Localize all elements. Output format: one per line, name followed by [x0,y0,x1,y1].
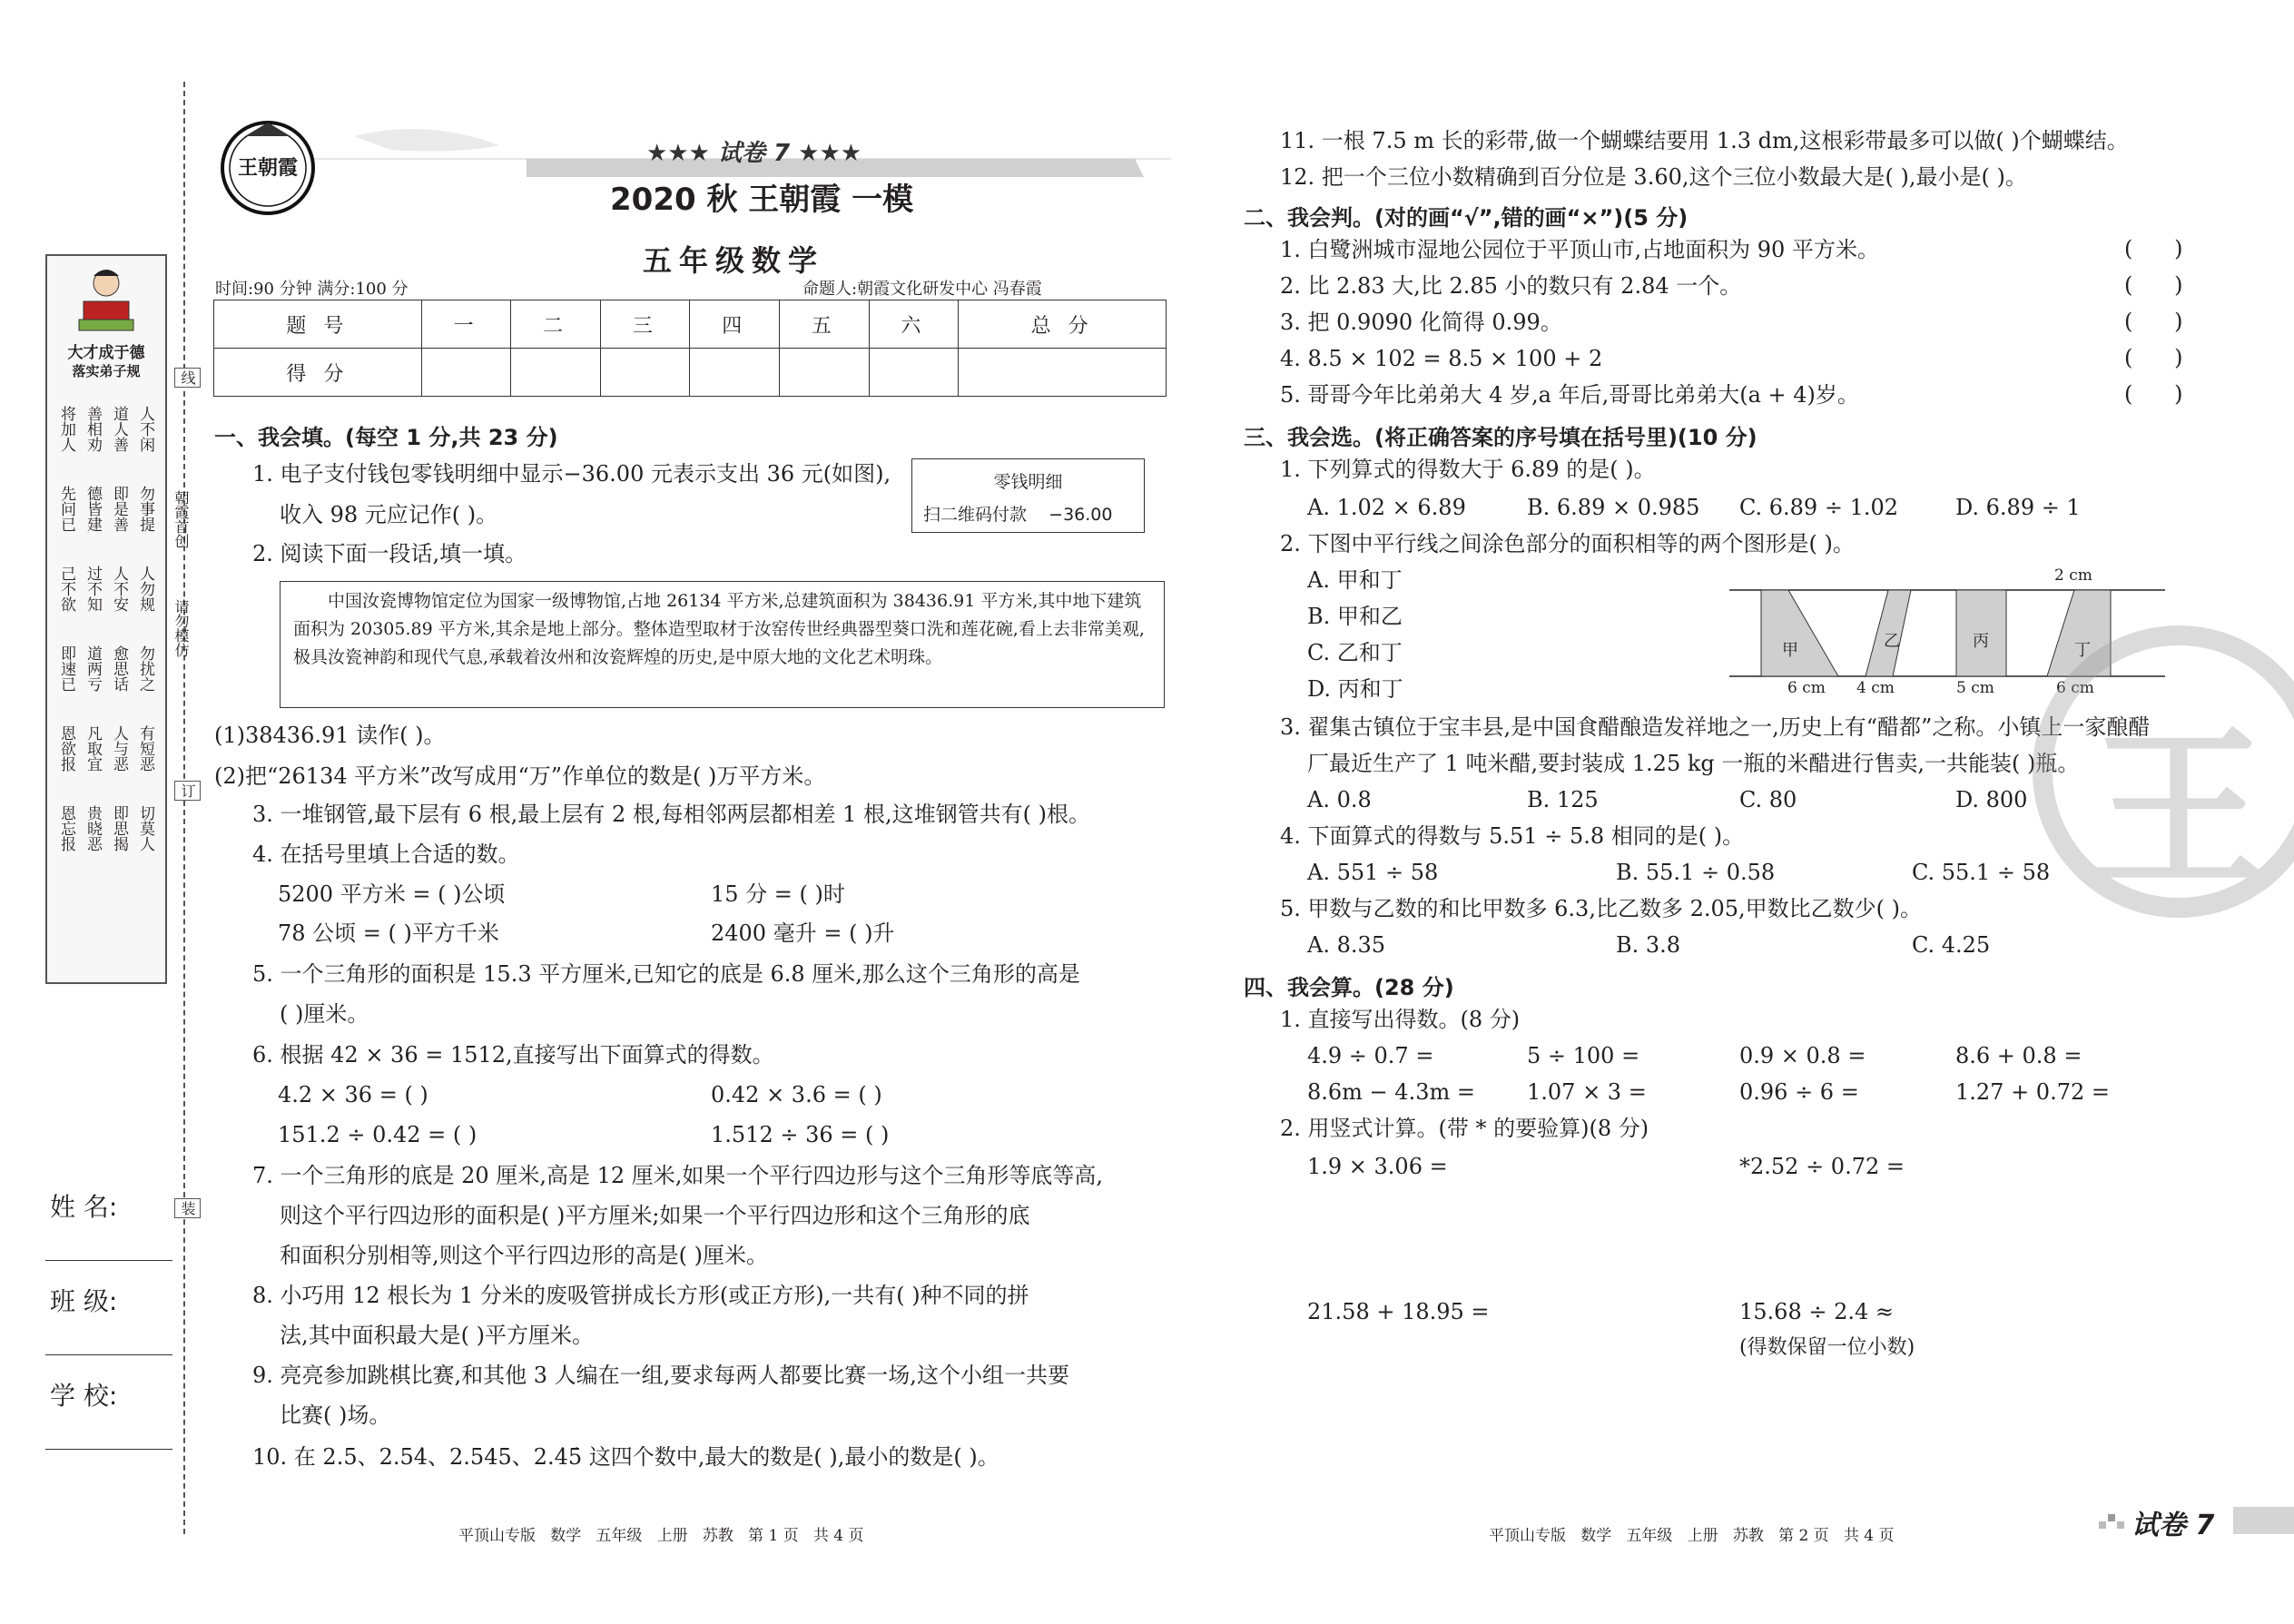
vertical-calc-c: 21.58 + 18.95 = [1307,1299,1490,1324]
class-field-label: 班 级: [50,1286,118,1316]
motto-column: 人勿规 [136,565,154,612]
motto-column: 勿事提 [136,485,154,532]
shape-label-yi: 乙 [1884,632,1900,651]
score-entry-cell[interactable] [780,349,870,397]
score-cell: 四 [690,300,780,349]
calc-r1-a: 4.9 ÷ 0.7 = [1307,1043,1434,1068]
q1-line-b: 收入 98 元应记作( )。 [280,502,498,527]
vertical-mark-brand: 朝霞首创 [172,490,190,548]
motto-column: 即速已 [57,645,75,692]
author-info: 命题人:朝霞文化研发中心 冯春霞 [802,280,1042,299]
motto-column: 善相劝 [84,405,102,452]
bottom-length-bing: 5 cm [1956,679,1994,697]
choice-q2: 2. 下图中平行线之间涂色部分的面积相等的两个图形是( )。 [1280,531,1855,556]
q2-2: (2)把“26134 平方米”改写成用“万”作单位的数是( )万平方米。 [214,763,826,789]
q6-prompt: 6. 根据 42 × 36 = 1512,直接写出下面算式的得数。 [252,1042,774,1068]
choice-q3-line-a: 3. 翟集古镇位于宝丰县,是中国食醋酿造发祥地之一,历史上有“醋都”之称。小镇上一家酿醋 [1280,714,2151,740]
judge-item-4: 4. 8.5 × 102 = 8.5 × 100 + 2 [1280,346,1603,371]
calc-r1-d: 8.6 + 0.8 = [1955,1043,2082,1068]
exam-title: 2020 秋 王朝霞 一模 [610,182,914,218]
motto-column: 切莫人 [136,804,154,851]
q1-line-a: 1. 电子支付钱包零钱明细中显示−36.00 元表示支出 36 元(如图), [252,461,891,487]
score-entry-cell[interactable] [690,349,780,397]
motto-column: 人不闲 [136,405,154,452]
score-cell: 题 号 [214,300,422,349]
motto-line-2: 落实弟子规 [72,363,141,379]
footer-left: 平顶山专版 数学 五年级 上册 苏教 第 1 页 共 4 页 [458,1527,864,1545]
subject-title: 五年级数学 [643,243,825,278]
q4-a: 5200 平方米 = ( )公顷 [278,881,506,907]
vertical-mark-ding: 订 [174,781,201,801]
shape-label-bing: 丙 [1973,632,1989,651]
judge-item-3: 3. 把 0.9090 化简得 0.99。 [1280,310,1562,335]
score-cell: 一 [421,300,511,349]
motto-column: 贵晓恶 [84,804,102,851]
calc-q2: 2. 用竖式计算。(带 * 的要验算)(8 分) [1280,1116,1649,1141]
choice-q2-opt-c[interactable]: C. 乙和丁 [1307,640,1403,665]
judge-answer-1[interactable]: ( ) [2124,236,2183,261]
calc-r2-b: 1.07 × 3 = [1527,1079,1647,1105]
q6-d: 1.512 ÷ 36 = ( ) [711,1122,890,1147]
score-table-header-row [214,300,1167,349]
choice-q3-opt-a[interactable]: A. 0.8 [1307,787,1372,812]
judge-answer-4[interactable]: ( ) [2124,345,2183,370]
score-cell: 五 [780,300,870,349]
motto-column: 恩欲报 [57,724,75,772]
school-field-line[interactable] [45,1449,172,1450]
q6-c: 151.2 ÷ 0.42 = ( ) [278,1122,478,1147]
motto-column: 将加人 [57,405,75,452]
choice-q3-opt-c[interactable]: C. 80 [1739,787,1797,812]
motto-column: 人不安 [110,565,128,612]
shape-jia [1761,590,1838,676]
q8-line-a: 8. 小巧用 12 根长为 1 分米的废吸管拼成长方形(或正方形),一共有( )种不同的拼 [252,1283,1029,1308]
choice-q4-opt-a[interactable]: A. 551 ÷ 58 [1307,860,1439,885]
receipt-box [911,458,1145,533]
score-table-score-row [214,349,1167,397]
vertical-calc-d: 15.68 ÷ 2.4 ≈ [1739,1299,1894,1324]
calc-r2-c: 0.96 ÷ 6 = [1739,1079,1859,1105]
bottom-length-jia: 6 cm [1787,679,1826,697]
passage-text: 中国汝瓷博物馆定位为国家一级博物馆,占地 26134 平方米,总建筑面积为 38436.91 平方米,其中地下建筑面积为 20305.89 平方米,其余是地上部分。整体造型取材于汝窑传世经典器型葵口洗和莲花碗,看上去非常美观,极具汝瓷神韵和现代气息,承载着汝州和汝瓷辉煌的历史,是中原大地的文化艺术明珠。 [293,591,1145,667]
binding-cut-line [183,82,185,1534]
choice-q5-opt-a[interactable]: A. 8.35 [1307,932,1386,958]
page-badge: 试卷 7 [2132,1510,2215,1541]
choice-q4-opt-b[interactable]: B. 55.1 ÷ 0.58 [1616,860,1776,885]
q4-c: 78 公顷 = ( )平方千米 [278,920,499,946]
choice-q1: 1. 下列算式的得数大于 6.89 的是( )。 [1280,457,1656,482]
score-entry-cell[interactable] [511,349,601,397]
judge-item-1: 1. 白鹭洲城市湿地公园位于平顶山市,占地面积为 90 平方米。 [1280,237,1879,262]
motto-column: 凡取宜 [84,724,102,772]
q10: 10. 在 2.5、2.54̇、2.545、2.4̇5̇ 这四个数中,最大的数是( ),最小的数是( )。 [252,1444,999,1470]
vertical-calc-b: *2.52 ÷ 0.72 = [1739,1154,1905,1179]
vertical-mark-xian: 线 [174,368,201,388]
motto-column: 德皆建 [84,485,102,532]
choice-q5-opt-c[interactable]: C. 4.25 [1912,932,1991,958]
receipt-title: 零钱明细 [993,472,1063,492]
vertical-mark-warning: 请勿模仿 [172,599,190,657]
motto-column: 恩忘报 [57,804,75,851]
q5-line-a: 5. 一个三角形的面积是 15.3 平方厘米,已知它的底是 6.8 厘米,那么这个三角形的高是 [252,961,1080,987]
judge-item-5: 5. 哥哥今年比弟弟大 4 岁,a 年后,哥哥比弟弟大(a + 4)岁。 [1280,382,1859,408]
calc-r1-b: 5 ÷ 100 = [1527,1043,1640,1068]
watermark-char: 王 [2092,710,2265,910]
score-table [213,300,1167,397]
shape-label-jia: 甲 [1782,641,1798,660]
choice-q1-opt-a[interactable]: A. 1.02 × 6.89 [1307,495,1466,520]
judge-answer-3[interactable]: ( ) [2124,309,2183,334]
museum-passage [280,581,1165,708]
choice-q1-opt-d[interactable]: D. 6.89 ÷ 1 [1955,495,2081,520]
choice-q2-opt-a[interactable]: A. 甲和丁 [1307,567,1403,593]
judge-answer-5[interactable]: ( ) [2124,381,2183,407]
q4-b: 15 分 = ( )时 [711,881,845,907]
brand-logo [218,118,318,218]
badge-bar [2233,1507,2294,1534]
motto-line-1: 大才成于德 [67,344,145,362]
score-entry-cell[interactable] [421,349,511,397]
judge-item-2: 2. 比 2.83 大,比 2.85 小的数只有 2.84 一个。 [1280,273,1742,299]
motto-column: 即思揭 [110,804,128,851]
choice-q1-opt-b[interactable]: B. 6.89 × 0.985 [1527,495,1700,520]
vertical-calc-d-note: (得数保留一位小数) [1739,1336,1915,1359]
q6-a: 4.2 × 36 = ( ) [278,1082,428,1107]
motto-column: 过不知 [84,565,102,612]
choice-q2-opt-d[interactable]: D. 丙和丁 [1307,676,1403,702]
section-2-title: 二、我会判。(对的画“√”,错的画“×”)(5 分) [1244,205,1689,231]
receipt-line: 扫二维码付款 −36.00 [923,505,1113,525]
q4-d: 2400 毫升 = ( )升 [711,920,895,946]
name-field-label: 姓 名: [50,1192,118,1222]
score-entry-cell[interactable] [959,349,1167,397]
calc-r2-a: 8.6m − 4.3m = [1307,1079,1475,1105]
school-field-label: 学 校: [50,1381,118,1411]
score-entry-cell[interactable] [600,349,690,397]
score-cell: 三 [600,300,690,349]
badge-squares-icon [2099,1509,2126,1530]
section-4-title: 四、我会算。(28 分) [1244,975,1454,1000]
score-entry-cell[interactable] [869,349,959,397]
motto-column: 己不欲 [57,565,75,612]
scholar-illustration [74,265,138,338]
time-score-info: 时间:90 分钟 满分:100 分 [215,280,409,299]
choice-q4-opt-c[interactable]: C. 55.1 ÷ 58 [1912,860,2051,885]
q9-line-b: 比赛( )场。 [280,1403,391,1428]
q2-1: (1)38436.91 读作( )。 [214,723,446,748]
q2-prompt: 2. 阅读下面一段话,填一填。 [252,541,527,566]
q9-line-a: 9. 亮亮参加跳棋比赛,和其他 3 人编在一组,要求每两人都要比赛一场,这个小组一共要 [252,1363,1069,1388]
brand-logo-text: 王朝霞 [237,156,298,180]
footer-right: 平顶山专版 数学 五年级 上册 苏教 第 2 页 共 4 页 [1489,1527,1895,1545]
section-3-title: 三、我会选。(将正确答案的序号填在括号里)(10 分) [1244,425,1757,450]
q3: 3. 一堆钢管,最下层有 6 根,最上层有 2 根,每相邻两层都相差 1 根,这堆钢管共有( )根。 [252,802,1090,827]
choice-q1-opt-c[interactable]: C. 6.89 ÷ 1.02 [1739,495,1899,520]
choice-q5: 5. 甲数与乙数的和比甲数多 6.3,比乙数多 2.05,甲数比乙数少( )。 [1280,896,1923,921]
choice-q5-opt-b[interactable]: B. 3.8 [1616,932,1681,958]
motto-column: 道人善 [110,405,128,452]
motto-column: 道两亏 [84,645,102,692]
choice-q3-opt-d[interactable]: D. 800 [1955,787,2028,812]
calc-q1: 1. 直接写出得数。(8 分) [1280,1007,1521,1032]
q7-line-b: 则这个平行四边形的面积是( )平方厘米;如果一个平行四边形和这个三角形的底 [280,1203,1030,1228]
q12: 12. 把一个三位小数精确到百分位是 3.60,这个三位小数最大是( ),最小是( )。 [1280,164,2027,190]
q11: 11. 一根 7.5 m 长的彩带,做一个蝴蝶结要用 1.3 dm,这根彩带最多可以做( )个蝴蝶结。 [1280,128,2129,153]
motto-column: 愈思话 [110,645,128,692]
motto-column: 勿扰之 [136,645,154,692]
vertical-calc-a: 1.9 × 3.06 = [1307,1154,1448,1179]
motto-column: 人与恶 [110,724,128,772]
q4-prompt: 4. 在括号里填上合适的数。 [252,842,520,867]
motto-column: 有短恶 [136,724,154,772]
q5-line-b: ( )厘米。 [280,1001,369,1027]
class-field-line[interactable] [45,1354,172,1355]
calc-r1-c: 0.9 × 0.8 = [1739,1043,1866,1068]
motto-column: 即是善 [110,485,128,532]
calc-r2-d: 1.27 + 0.72 = [1955,1079,2110,1105]
motto-sidebar [45,254,167,984]
test-number-label: ★★★ 试卷 7 ★★★ [646,140,862,167]
vertical-mark-zhuang: 装 [174,1198,201,1218]
q7-line-a: 7. 一个三角形的底是 20 厘米,高是 12 厘米,如果一个平行四边形与这个三角形等底等高, [252,1163,1104,1188]
name-field-line[interactable] [45,1260,172,1261]
choice-q4: 4. 下面算式的得数与 5.51 ÷ 5.8 相同的是( )。 [1280,823,1745,849]
score-cell: 二 [511,300,601,349]
watermark-seal [2024,617,2294,926]
choice-q3-opt-b[interactable]: B. 125 [1527,787,1599,812]
judge-answer-2[interactable]: ( ) [2124,272,2183,298]
q7-line-c: 和面积分别相等,则这个平行四边形的高是( )厘米。 [280,1243,768,1268]
section-1-title: 一、我会填。(每空 1 分,共 23 分) [214,425,558,450]
choice-q3-line-b: 厂最近生产了 1 吨米醋,要封装成 1.25 kg 一瓶的米醋进行售卖,一共能装( )瓶。 [1307,751,2080,776]
shape-label-ding: 丁 [2074,641,2091,660]
top-length-label: 2 cm [2054,566,2092,585]
choice-q2-opt-b[interactable]: B. 甲和乙 [1307,604,1403,629]
bottom-length-ding: 6 cm [2056,679,2094,697]
q6-b: 0.42 × 3.6 = ( ) [711,1082,882,1107]
q8-line-b: 法,其中面积最大是( )平方厘米。 [280,1323,594,1348]
motto-column: 先问已 [57,485,75,532]
score-cell: 六 [869,300,959,349]
score-cell: 得 分 [214,349,422,397]
motto-columns [53,392,158,864]
score-cell: 总 分 [959,300,1167,349]
bottom-length-yi: 4 cm [1856,679,1895,697]
